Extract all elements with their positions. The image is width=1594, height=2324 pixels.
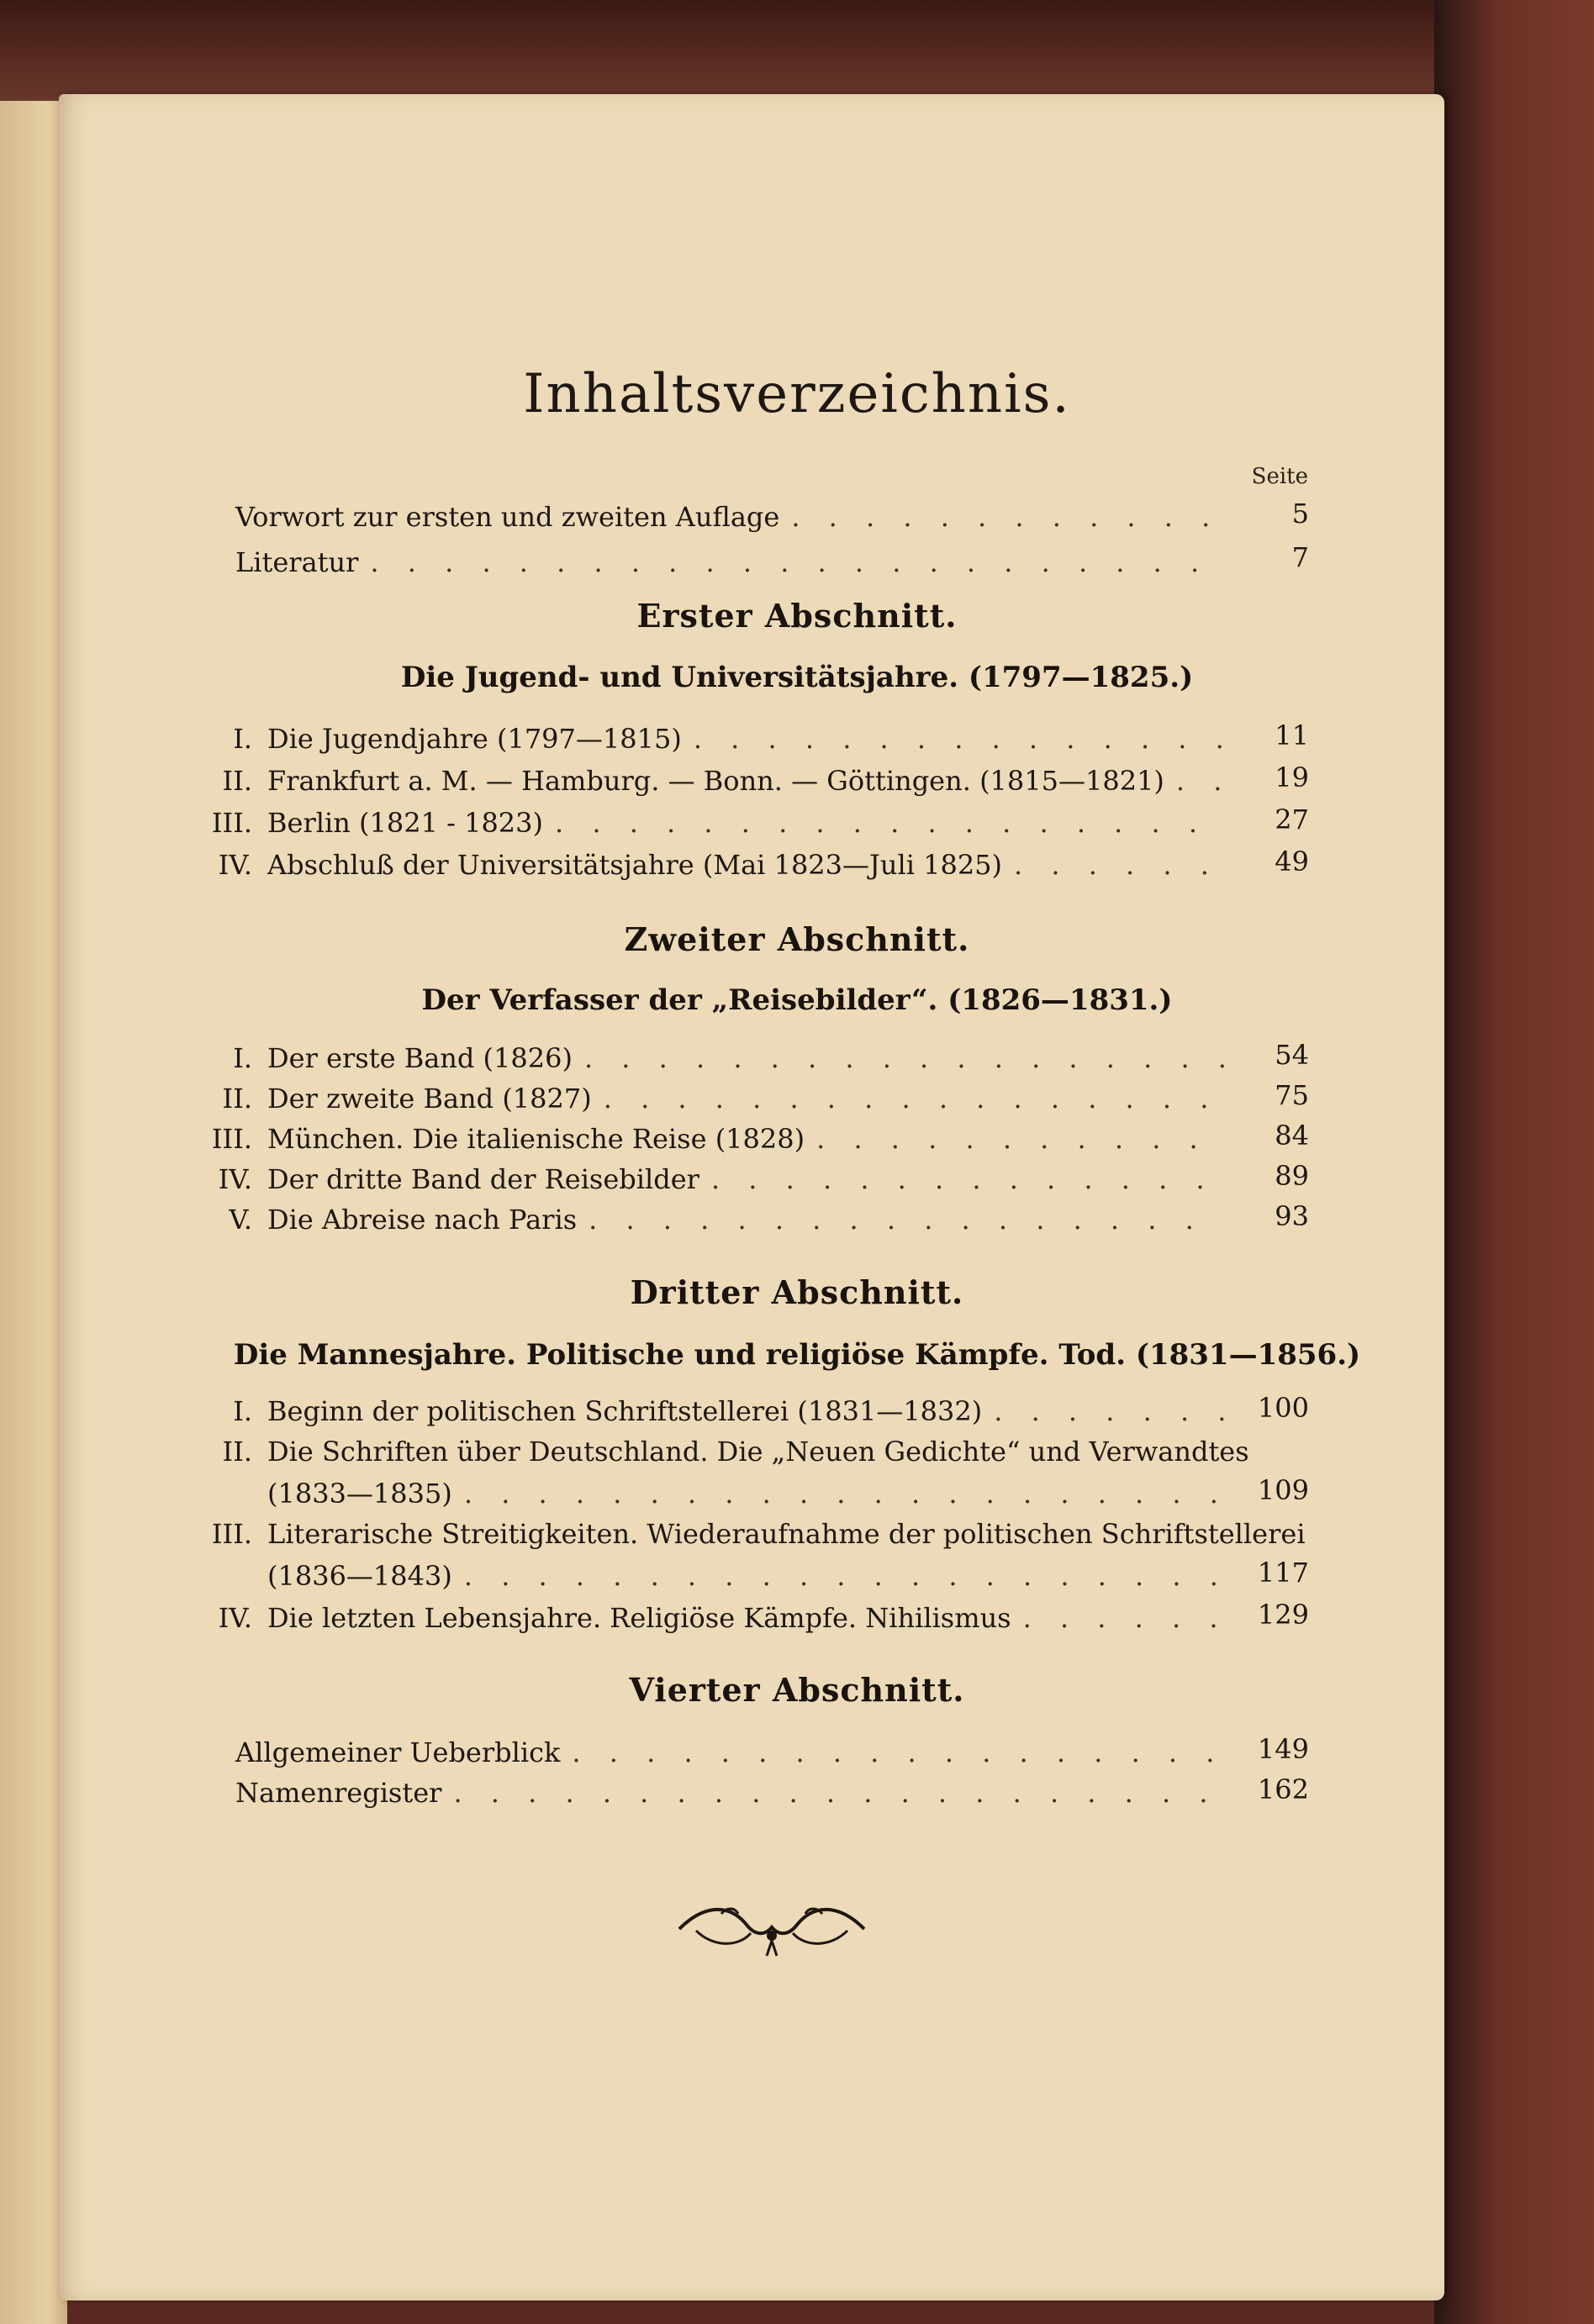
chapter-number: III.	[211, 807, 252, 839]
entry-text: Berlin (1821 - 1823)	[267, 807, 543, 839]
toc-entry	[235, 1736, 1236, 1768]
entry-text: Literarische Streitigkeiten. Wiederaufnahme der politischen Schriftstellerei	[267, 1518, 1306, 1550]
chapter-number: I.	[233, 1042, 252, 1074]
toc-entry	[193, 723, 1236, 755]
entry-page: 100	[1257, 1392, 1309, 1424]
entry-page: 54	[1275, 1039, 1309, 1071]
entry-text-continued: (1836—1843)	[267, 1560, 452, 1592]
entry-page: 84	[1275, 1120, 1309, 1151]
chapter-number: IV.	[218, 1602, 252, 1634]
entry-text: Allgemeiner Ueberblick	[235, 1736, 561, 1768]
entry-page: 109	[1257, 1474, 1309, 1506]
chapter-number: IV.	[218, 1163, 252, 1195]
entry-page: 117	[1257, 1557, 1309, 1589]
entry-text: Die Abreise nach Paris	[267, 1204, 578, 1236]
section-heading: Dritter Abschnitt.	[630, 1273, 964, 1311]
toc-entry	[193, 807, 1236, 839]
section-heading: Vierter Abschnitt.	[629, 1671, 965, 1709]
flourish-ornament	[671, 1895, 873, 1963]
page-title: Inhaltsverzeichnis.	[523, 363, 1071, 425]
entry-page: 75	[1275, 1079, 1309, 1111]
toc-entry	[235, 1777, 1236, 1809]
entry-text: Vorwort zur ersten und zweiten Auflage	[235, 501, 780, 533]
toc-entry	[193, 1602, 1236, 1634]
entry-page: 11	[1275, 719, 1309, 751]
toc-entry	[193, 1042, 1236, 1074]
entry-page: 89	[1275, 1160, 1309, 1192]
entry-page: 129	[1257, 1599, 1309, 1631]
entry-text: Beginn der politischen Schriftstellerei (1831—1832)	[267, 1395, 983, 1427]
entry-page: 7	[1291, 541, 1309, 573]
toc-entry	[193, 1204, 1236, 1236]
toc-entry	[193, 1083, 1236, 1115]
chapter-number: I.	[233, 1395, 252, 1427]
entry-text: Namenregister	[235, 1777, 442, 1809]
section-subheading: Die Jugend- und Universitätsjahre. (1797—1825.)	[400, 661, 1194, 694]
previous-page-edge	[0, 101, 67, 2324]
chapter-number: III.	[211, 1123, 252, 1155]
chapter-number: III.	[211, 1518, 252, 1550]
toc-entry	[193, 1163, 1236, 1195]
entry-text: München. Die italienische Reise (1828)	[267, 1123, 805, 1155]
entry-page: 149	[1257, 1733, 1309, 1765]
entry-page: 93	[1275, 1200, 1309, 1232]
entry-text: Frankfurt a. M. — Hamburg. — Bonn. — Göttingen. (1815—1821)	[267, 765, 1164, 797]
entry-text: Die letzten Lebensjahre. Religiöse Kämpfe. Nihilismus	[267, 1602, 1011, 1634]
toc-entry	[267, 1478, 1236, 1510]
section-heading: Erster Abschnitt.	[636, 597, 958, 635]
entry-page: 49	[1275, 846, 1309, 877]
entry-text: Literatur	[235, 546, 359, 578]
toc-entry	[267, 1560, 1236, 1592]
chapter-number: II.	[222, 1083, 252, 1115]
entry-text: Der zweite Band (1827)	[267, 1083, 592, 1115]
entry-page: 162	[1257, 1773, 1309, 1805]
entry-text: Die Schriften über Deutschland. Die „Neuen Gedichte“ und Verwandtes	[267, 1436, 1249, 1468]
section-subheading: Der Verfasser der „Reisebilder“. (1826—1831.)	[421, 983, 1173, 1017]
toc-entry	[193, 765, 1236, 797]
chapter-number: IV.	[218, 849, 252, 881]
entry-text: Der erste Band (1826)	[267, 1042, 573, 1074]
toc-entry-line	[193, 1518, 1306, 1550]
chapter-number: V.	[229, 1204, 252, 1236]
book-cover-top	[0, 0, 1594, 109]
chapter-number: I.	[233, 723, 252, 755]
chapter-number: II.	[222, 1436, 252, 1468]
entry-text: Abschluß der Universitätsjahre (Mai 1823—Juli 1825)	[267, 849, 1003, 881]
toc-entry	[193, 1123, 1236, 1155]
entry-page: 27	[1275, 804, 1309, 835]
book-cover-edge	[1434, 0, 1594, 2324]
toc-entry-line	[193, 1436, 1249, 1468]
toc-entry	[193, 849, 1236, 881]
chapter-number: II.	[222, 765, 252, 797]
entry-page: 19	[1275, 761, 1309, 793]
page-column-label: Seite	[1251, 464, 1308, 489]
section-subheading: Die Mannesjahre. Politische und religiöse Kämpfe. Tod. (1831—1856.)	[233, 1338, 1361, 1372]
toc-entry	[235, 546, 1236, 578]
toc-entry	[193, 1395, 1236, 1427]
section-heading: Zweiter Abschnitt.	[624, 920, 970, 958]
entry-text: Der dritte Band der Reisebilder	[267, 1163, 699, 1195]
entry-page: 5	[1291, 498, 1309, 530]
entry-text: Die Jugendjahre (1797—1815)	[267, 723, 682, 755]
toc-entry	[235, 501, 1236, 533]
entry-text-continued: (1833—1835)	[267, 1478, 452, 1510]
